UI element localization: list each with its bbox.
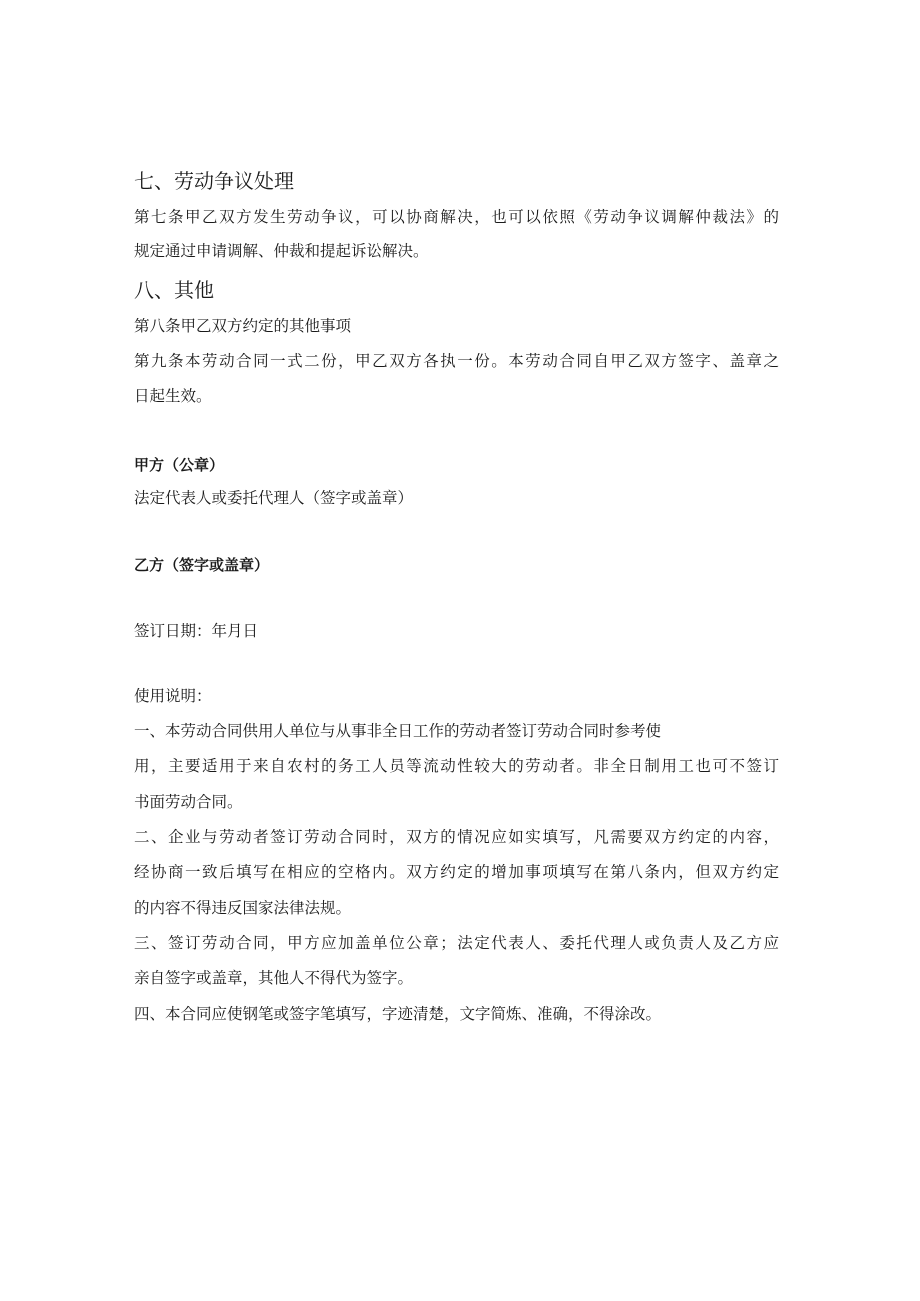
note-1-line-2: 用，主要适用于来自农村的务工人员等流动性较大的劳动者。非全日制用工也可不签订 <box>134 757 779 775</box>
note-2-line-1: 二、企业与劳动者签订劳动合同时，双方的情况应如实填写，凡需要双方约定的内容， <box>134 828 779 846</box>
note-3-line-2: 亲自签字或盖章，其他人不得代为签字。 <box>134 969 414 987</box>
note-4-line-1: 四、本合同应使钢笔或签字笔填写，字迹清楚，文字简炼、准确，不得涂改。 <box>134 1005 662 1023</box>
party-b-label: 乙方（签字或盖章） <box>134 556 270 574</box>
note-1-line-1: 一、本劳动合同供用人单位与从事非全日工作的劳动者签订劳动合同时参考使 <box>134 722 662 740</box>
article-8: 第八条甲乙双方约定的其他事项 <box>134 317 352 335</box>
article-7-line-2: 规定通过申请调解、仲裁和提起诉讼解决。 <box>134 242 429 260</box>
section-heading-dispute: 七、劳动争议处理 <box>134 169 294 193</box>
article-9-line-2: 日起生效。 <box>134 387 212 405</box>
note-2-line-3: 的内容不得违反国家法律法规。 <box>134 899 352 917</box>
party-a-label: 甲方（公章） <box>134 456 225 474</box>
note-1-line-3: 书面劳动合同。 <box>134 793 243 811</box>
article-9-line-1: 第九条本劳动合同一式二份，甲乙双方各执一份。本劳动合同自甲乙双方签字、盖章之 <box>134 352 779 370</box>
signing-date: 签订日期：年月日 <box>134 622 259 640</box>
usage-notes-title: 使用说明： <box>134 687 212 705</box>
section-heading-other: 八、其他 <box>134 278 214 302</box>
note-2-line-2: 经协商一致后填写在相应的空格内。双方约定的增加事项填写在第八条内，但双方约定 <box>134 863 779 881</box>
party-a-representative: 法定代表人或委托代理人（签字或盖章） <box>134 489 414 507</box>
article-7-line-1: 第七条甲乙双方发生劳动争议，可以协商解决，也可以依照《劳动争议调解仲裁法》的 <box>134 208 779 226</box>
note-3-line-1: 三、签订劳动合同，甲方应加盖单位公章；法定代表人、委托代理人或负责人及乙方应 <box>134 934 779 952</box>
